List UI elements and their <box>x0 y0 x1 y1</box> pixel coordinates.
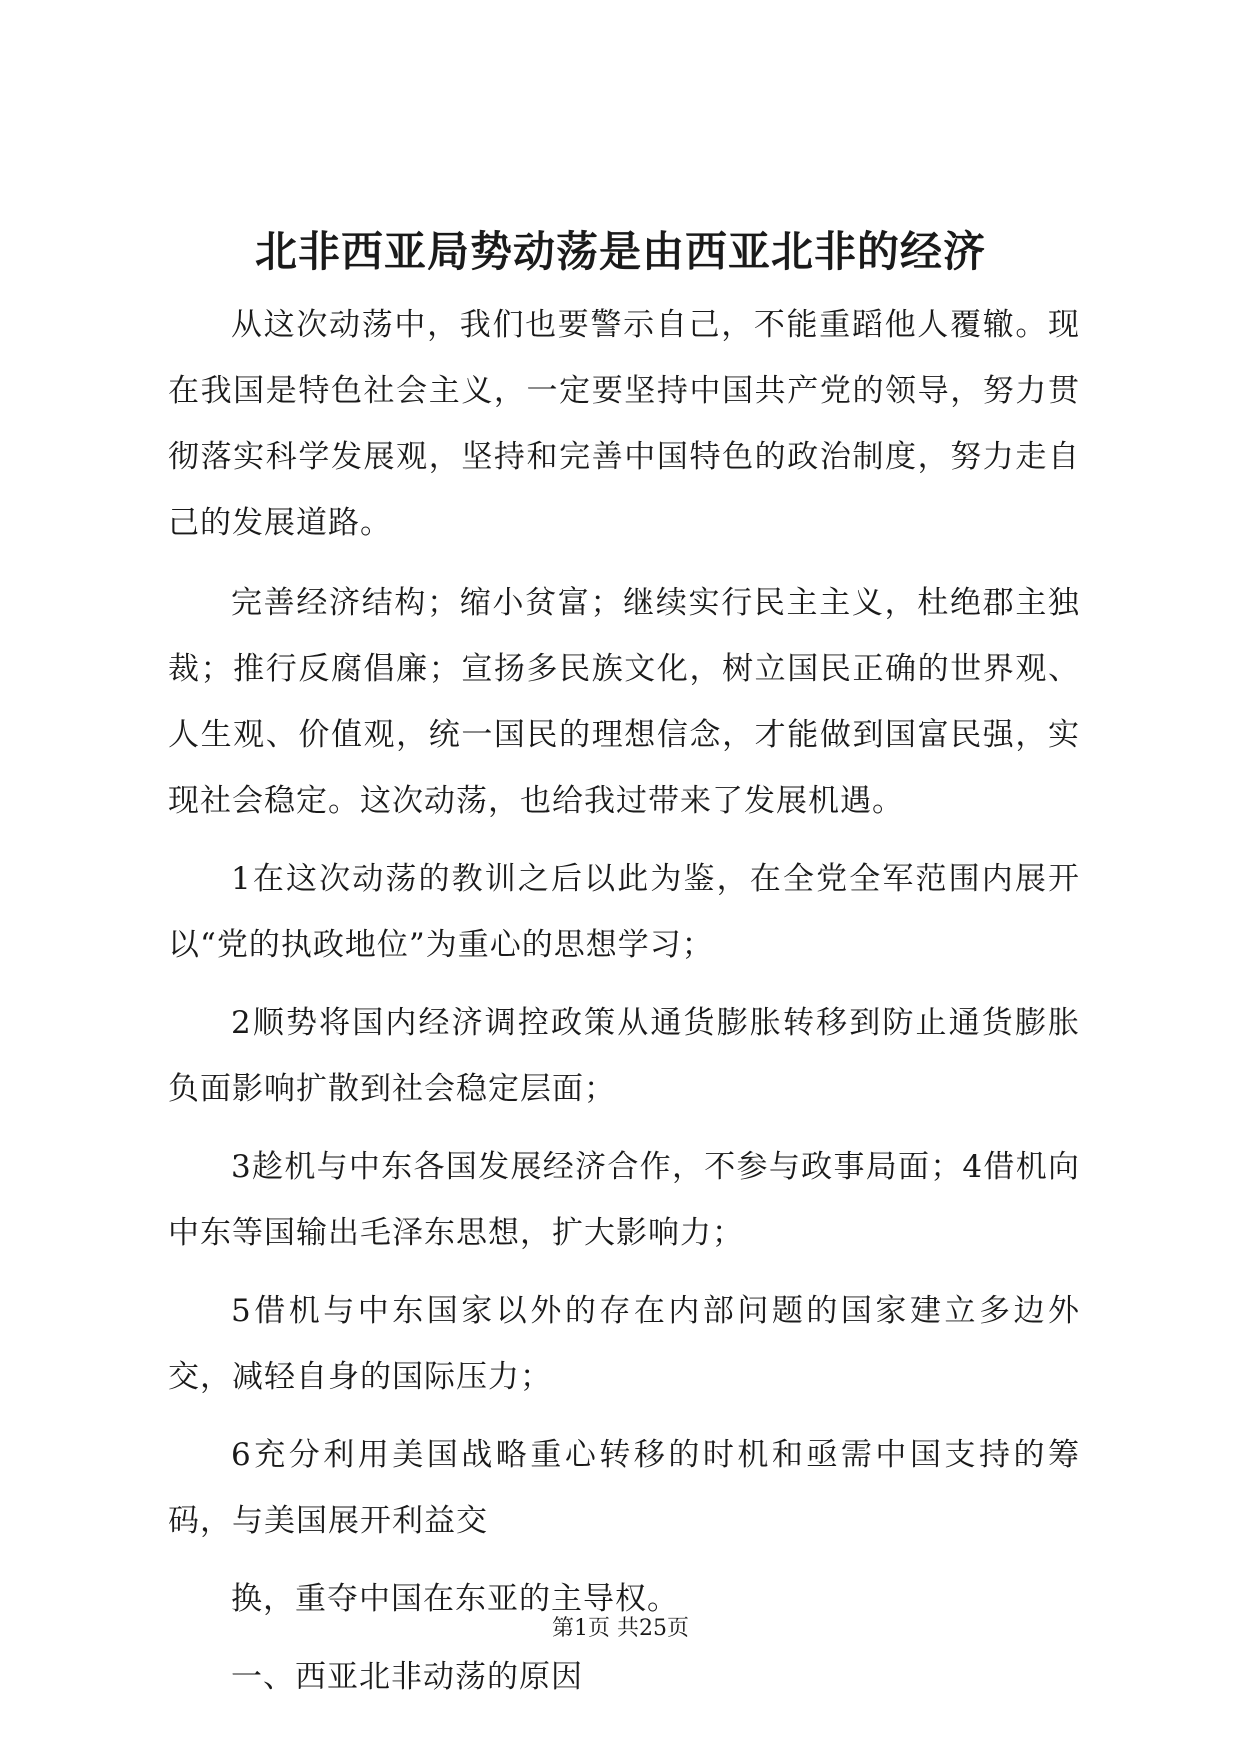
document-body <box>168 292 1080 1710</box>
paragraph: 完善经济结构；缩小贫富；继续实行民主主义，杜绝郡主独裁；推行反腐倡廉；宣扬多民族文化，树立国民正确的世界观、人生观、价值观，统一国民的理想信念，才能做到国富民强，实现社会稳定。这次动荡，也给我过带来了发展机遇。 <box>168 585 1080 819</box>
paragraph: 6充分利用美国战略重心转移的时机和亟需中国支持的筹码，与美国展开利益交 <box>168 1437 1080 1539</box>
paragraph: 换，重夺中国在东亚的主导权。 <box>231 1581 679 1617</box>
paragraph: 从这次动荡中，我们也要警示自己，不能重蹈他人覆辙。现在我国是特色社会主义，一定要坚持中国共产党的领导，努力贯彻落实科学发展观，坚持和完善中国特色的政治制度，努力走自己的发展道路。 <box>168 307 1080 541</box>
page-footer: 第1页 共25页 <box>552 1616 689 1641</box>
document-title: 北非西亚局势动荡是由西亚北非的经济 <box>254 227 986 276</box>
section-heading: 一、西亚北非动荡的原因 <box>231 1659 583 1695</box>
paragraph: 3趁机与中东各国发展经济合作，不参与政事局面；4借机向中东等国输出毛泽东思想，扩大影响力； <box>168 1149 1080 1251</box>
paragraph: 2顺势将国内经济调控政策从通货膨胀转移到防止通货膨胀负面影响扩散到社会稳定层面； <box>168 1005 1080 1107</box>
paragraph: 1在这次动荡的教训之后以此为鉴，在全党全军范围内展开以“党的执政地位”为重心的思想学习； <box>168 861 1080 963</box>
paragraph: 5借机与中东国家以外的存在内部问题的国家建立多边外交，减轻自身的国际压力； <box>168 1293 1080 1395</box>
